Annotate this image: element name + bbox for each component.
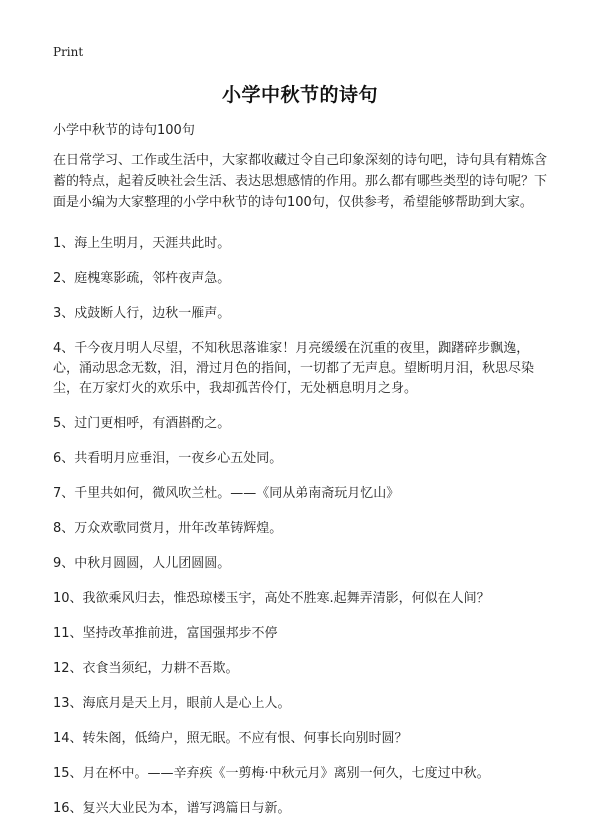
poem-item-3: 3、戍鼓断人行，边秋一雁声。 bbox=[53, 306, 231, 321]
article-subtitle: 小学中秋节的诗句100句 bbox=[53, 123, 195, 138]
poem-item-8: 8、万众欢歌同赏月，卅年改革铸辉煌。 bbox=[53, 521, 283, 536]
poem-item-16: 16、复兴大业民为本，谱写鸿篇日与新。 bbox=[53, 801, 291, 816]
poem-item-1: 1、海上生明月，天涯共此时。 bbox=[53, 236, 231, 251]
poem-item-4: 4、千今夜月明人尽望，不知秋思落谁家！月亮缓缓在沉重的夜里，踟躇碎步飘逸，心，涌动思念无数，泪，滑过月色的指间，一切都了无声息。望断明月泪，秋思尽染尘，在万家灯火的欢乐中，我却孤苦伶仃，无处栖息明月之身。 bbox=[53, 341, 535, 396]
poem-item-15: 15、月在杯中。——辛弃疾《一剪梅·中秋元月》离别一何久，七度过中秋。 bbox=[53, 766, 490, 781]
poem-item-6: 6、共看明月应垂泪，一夜乡心五处同。 bbox=[53, 451, 283, 466]
article-intro: 在日常学习、工作或生活中，大家都收藏过令自己印象深刻的诗句吧，诗句具有精炼含蓄的特点，起着反映社会生活、表达思想感情的作用。那么都有哪些类型的诗句呢？下面是小编为大家整理的小学中秋节的诗句100句，仅供参考，希望能够帮助到大家。 bbox=[53, 153, 548, 210]
poem-item-5: 5、过门更相呼，有酒斟酌之。 bbox=[53, 416, 231, 431]
poem-item-11: 11、坚持改革推前进，富国强邦步不停 bbox=[53, 626, 278, 641]
poem-item-2: 2、庭槐寒影疏，邻杵夜声急。 bbox=[53, 271, 231, 286]
poem-item-13: 13、海底月是天上月，眼前人是心上人。 bbox=[53, 696, 291, 711]
poem-item-7: 7、千里共如何，微风吹兰杜。——《同从弟南斋玩月忆山》 bbox=[53, 486, 400, 501]
poem-item-14: 14、转朱阁，低绮户，照无眠。不应有恨、何事长向别时圆？ bbox=[53, 731, 408, 746]
poem-item-12: 12、衣食当须纪，力耕不吾欺。 bbox=[53, 661, 239, 676]
print-link[interactable]: Print bbox=[53, 45, 84, 59]
poem-item-9: 9、中秋月圆圆，人儿团圆圆。 bbox=[53, 556, 231, 571]
poem-list bbox=[53, 234, 553, 834]
page-title: 小学中秋节的诗句 bbox=[221, 84, 378, 106]
poem-item-10: 10、我欲乘风归去，惟恐琼楼玉宇，高处不胜寒.起舞弄清影，何似在人间？ bbox=[53, 591, 490, 606]
